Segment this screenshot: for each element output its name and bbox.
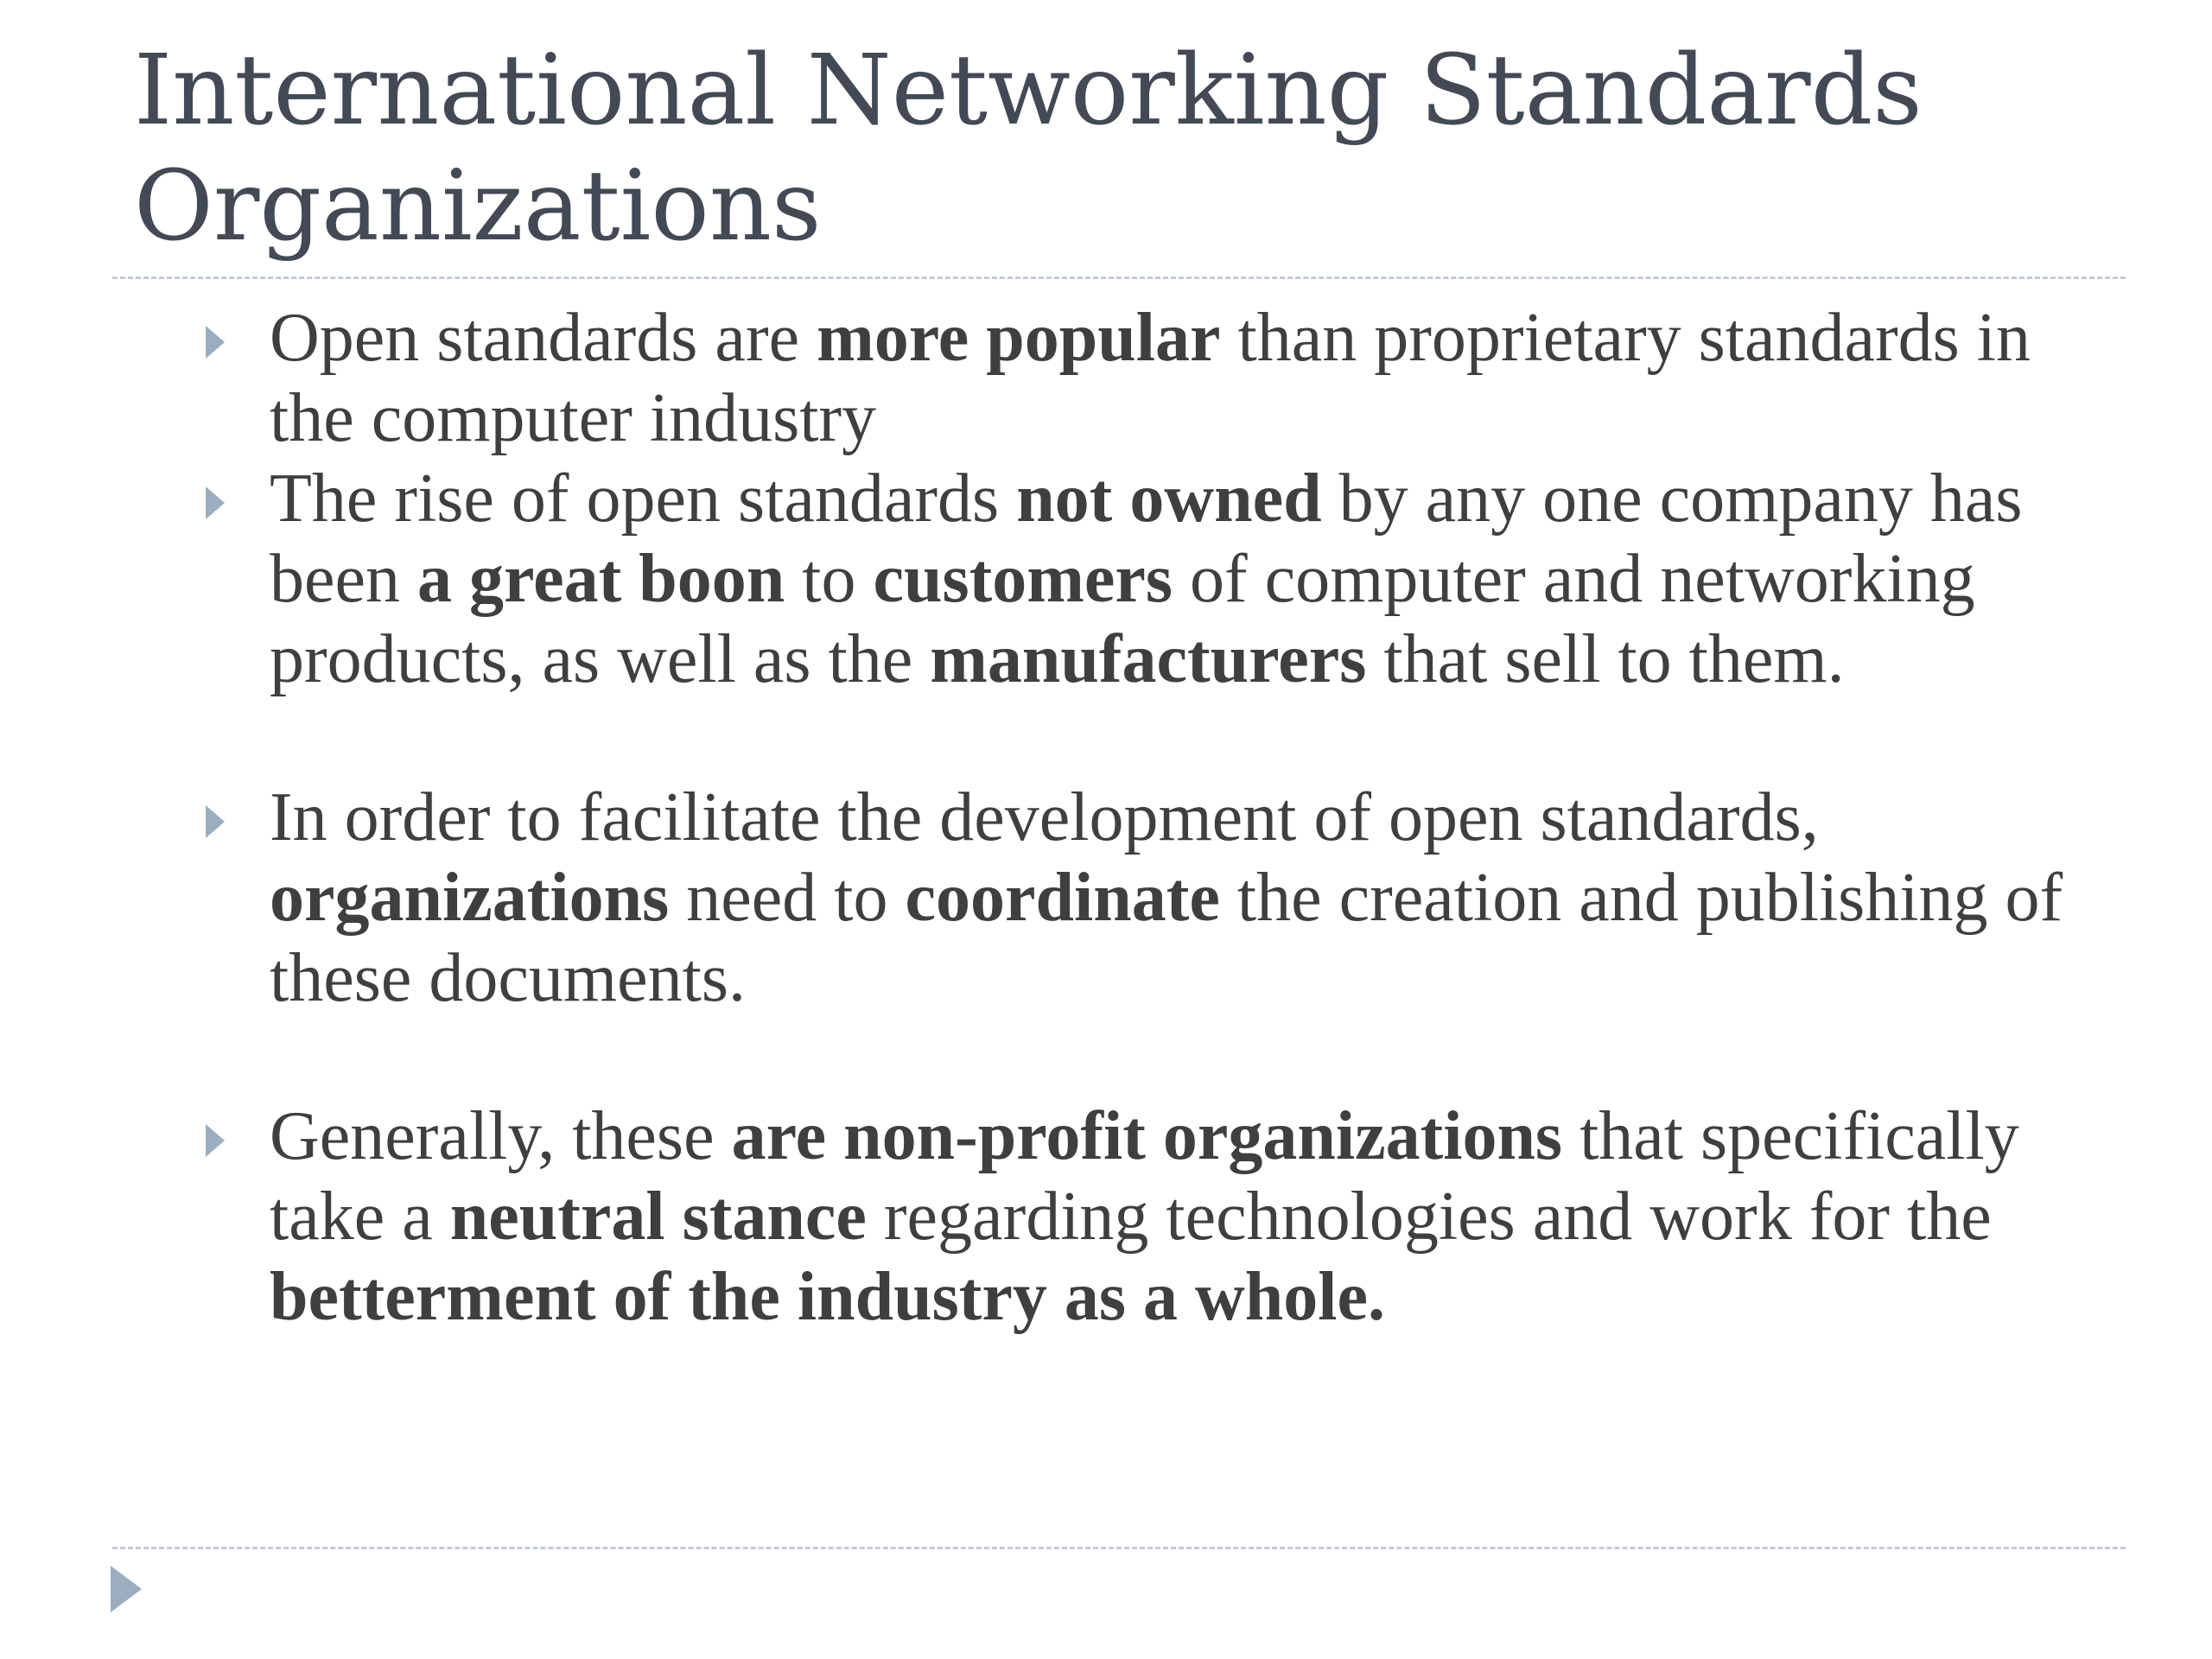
bullet-text-bold: neutral stance bbox=[449, 1179, 867, 1255]
bullet-text-segment: The rise of open standards bbox=[270, 461, 1017, 537]
bullet-text-bold: more popular bbox=[817, 300, 1221, 376]
slide-title bbox=[134, 33, 2121, 264]
title-divider bbox=[112, 276, 2126, 279]
bullet-text-segment: In order to facilitate the development of open standards, bbox=[270, 779, 1819, 855]
bullet-text-segment: to bbox=[785, 541, 874, 617]
triangle-right-icon bbox=[206, 1124, 225, 1157]
bullet-text-segment: need to bbox=[669, 860, 906, 936]
bullet-text-segment: that specifically take a bbox=[270, 1098, 2019, 1255]
bullet-text-segment: of computer and networking products, as well as the bbox=[270, 541, 1975, 697]
bullet-text-segment: than proprietary standards in the computer industry bbox=[270, 300, 2031, 456]
bullet-text bbox=[270, 461, 2023, 697]
bullet-text-bold: customers bbox=[873, 541, 1173, 617]
bullet-text bbox=[270, 300, 2031, 456]
bullet-text bbox=[270, 779, 2063, 1016]
footer-divider bbox=[112, 1547, 2126, 1549]
bullet-text-segment: that sell to them. bbox=[1366, 621, 1845, 697]
bullet-item bbox=[199, 459, 2126, 700]
bullet-text-segment: Generally, these bbox=[270, 1098, 732, 1174]
bullet-text-bold: manufacturers bbox=[930, 621, 1367, 697]
bullet-item bbox=[199, 298, 2126, 459]
bullet-text-segment: the creation and publishing of these documents. bbox=[270, 860, 2063, 1016]
bullet-text-bold: organizations bbox=[270, 860, 670, 936]
triangle-right-icon bbox=[206, 805, 225, 838]
bullet-list bbox=[199, 298, 2126, 1338]
bullet-text-bold: coordinate bbox=[905, 860, 1220, 936]
bullet-text-bold: not owned bbox=[1016, 461, 1322, 537]
bullet-item bbox=[199, 778, 2126, 1019]
bullet-item bbox=[199, 1096, 2126, 1338]
bullet-text bbox=[270, 1098, 2019, 1335]
bullet-text-bold: are non-profit organizations bbox=[731, 1098, 1563, 1174]
bullet-text-bold: a great boon bbox=[417, 541, 785, 617]
bullet-text-segment: regarding technologies and work for the bbox=[866, 1179, 1992, 1255]
title-line-1: International Networking Standards bbox=[134, 35, 1923, 147]
bullet-text-bold: betterment of the industry as a whole. bbox=[270, 1259, 1385, 1335]
triangle-right-icon bbox=[206, 486, 225, 519]
bullet-text-segment: Open standards are bbox=[270, 300, 817, 376]
triangle-right-icon bbox=[206, 326, 225, 359]
slide-marker-triangle-icon bbox=[111, 1566, 142, 1612]
bullet-text-segment: by any one company has been bbox=[270, 461, 2023, 617]
title-line-2: Organizations bbox=[134, 150, 822, 263]
